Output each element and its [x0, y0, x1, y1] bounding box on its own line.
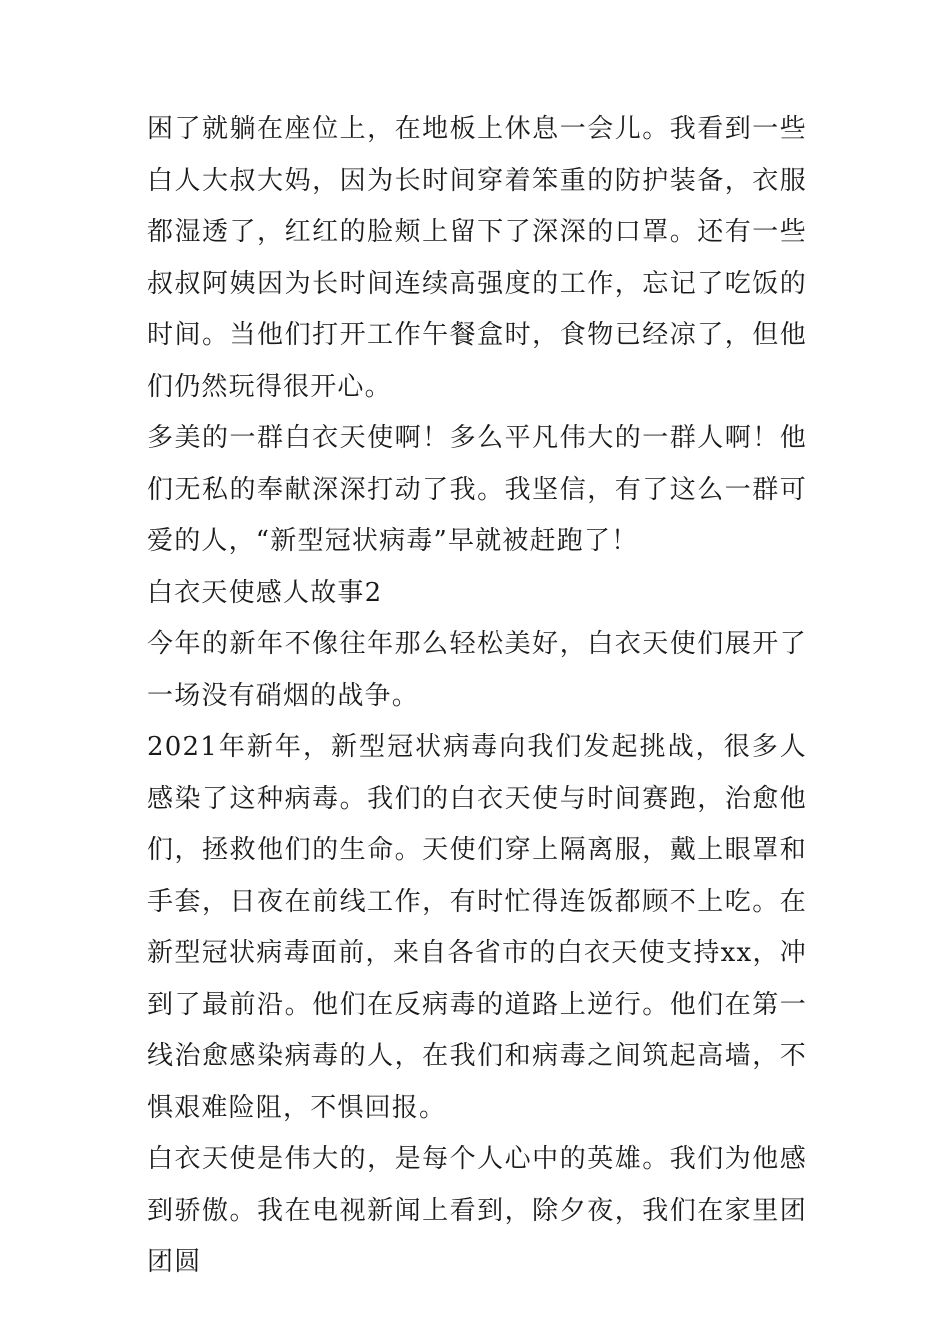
section-title: 白衣天使感人故事2	[147, 577, 383, 608]
paragraph-4: 2021年新年，新型冠状病毒向我们发起挑战，很多人感染了这种病毒。我们的白衣天使与时间赛跑，治愈他们，拯救他们的生命。天使们穿上隔离服，戴上眼罩和手套，日夜在前线工作，有时忙得连饭都顾不上吃。在新型冠状病毒面前，来自各省市的白衣天使支持xx，冲到了最前沿。他们在反病毒的道路上逆行。他们在第一线治愈感染病毒的人，在我们和病毒之间筑起高墙，不惧艰难险阻，不惧回报。	[147, 732, 807, 1123]
paragraph-5: 白衣天使是伟大的，是每个人心中的英雄。我们为他感到骄傲。我在电视新闻上看到，除夕夜，我们在家里团团圆	[147, 1144, 807, 1277]
paragraph-1: 困了就躺在座位上，在地板上休息一会儿。我看到一些白人大叔大妈，因为长时间穿着笨重的防护装备，衣服都湿透了，红红的脸颊上留下了深深的口罩。还有一些叔叔阿姨因为长时间连续高强度的工作，忘记了吃饭的时间。当他们打开工作午餐盒时，食物已经凉了，但他们仍然玩得很开心。	[147, 114, 807, 402]
document-page	[147, 104, 807, 1289]
paragraph-2: 多美的一群白衣天使啊！多么平凡伟大的一群人啊！他们无私的奉献深深打动了我。我坚信，有了这么一群可爱的人，“新型冠状病毒”早就被赶跑了！	[147, 423, 807, 556]
paragraph-3: 今年的新年不像往年那么轻松美好，白衣天使们展开了一场没有硝烟的战争。	[147, 629, 807, 711]
